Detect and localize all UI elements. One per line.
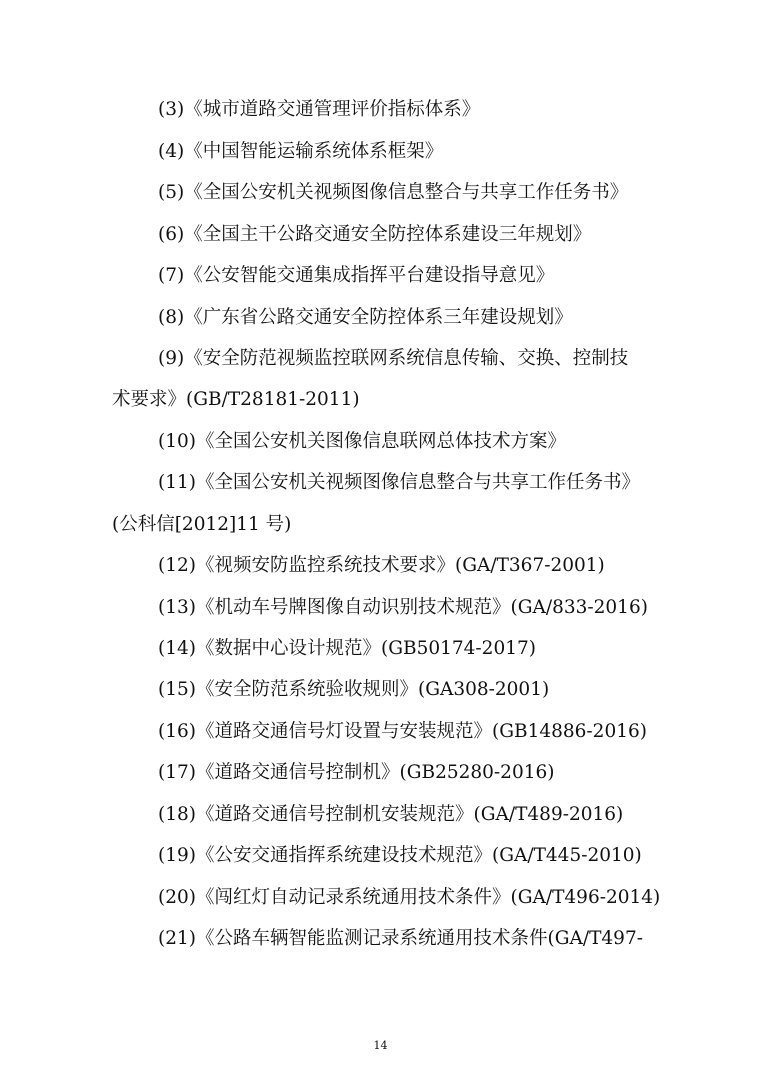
reference-item-11: (11)《全国公安机关视频图像信息整合与共享工作任务书》	[158, 472, 640, 493]
reference-item-17: (17)《道路交通信号控制机》(GB25280-2016)	[158, 762, 555, 783]
reference-item-9-continued: 术要求》(GB/T28181-2011)	[112, 389, 360, 410]
reference-item-20: (20)《闯红灯自动记录系统通用技术条件》(GA/T496-2014)	[158, 887, 661, 908]
reference-item-18: (18)《道路交通信号控制机安装规范》(GA/T489-2016)	[158, 804, 624, 825]
reference-item-21: (21)《公路车辆智能监测记录系统通用技术条件(GA/T497-	[158, 928, 643, 949]
reference-item-13: (13)《机动车号牌图像自动识别技术规范》(GA/833-2016)	[158, 597, 648, 618]
reference-item-19: (19)《公安交通指挥系统建设技术规范》(GA/T445-2010)	[158, 845, 642, 866]
reference-item-14: (14)《数据中心设计规范》(GB50174-2017)	[158, 638, 536, 659]
page-number: 14	[373, 1039, 388, 1052]
reference-item-3: (3)《城市道路交通管理评价指标体系》	[158, 99, 481, 120]
reference-item-12: (12)《视频安防监控系统技术要求》(GA/T367-2001)	[158, 555, 605, 576]
reference-item-6: (6)《全国主干公路交通安全防控体系建设三年规划》	[158, 224, 592, 245]
reference-item-15: (15)《安全防范系统验收规则》(GA308-2001)	[158, 679, 550, 700]
reference-item-8: (8)《广东省公路交通安全防控体系三年建设规划》	[158, 307, 573, 328]
reference-item-10: (10)《全国公安机关图像信息联网总体技术方案》	[158, 431, 566, 452]
reference-item-5: (5)《全国公安机关视频图像信息整合与共享工作任务书》	[158, 182, 629, 203]
reference-item-16: (16)《道路交通信号灯设置与安装规范》(GB14886-2016)	[158, 721, 647, 742]
reference-item-4: (4)《中国智能运输系统体系框架》	[158, 141, 444, 162]
reference-item-9: (9)《安全防范视频监控联网系统信息传输、交换、控制技	[158, 348, 629, 369]
reference-item-7: (7)《公安智能交通集成指挥平台建设指导意见》	[158, 265, 555, 286]
reference-item-11-continued: (公科信[2012]11 号)	[112, 514, 292, 535]
